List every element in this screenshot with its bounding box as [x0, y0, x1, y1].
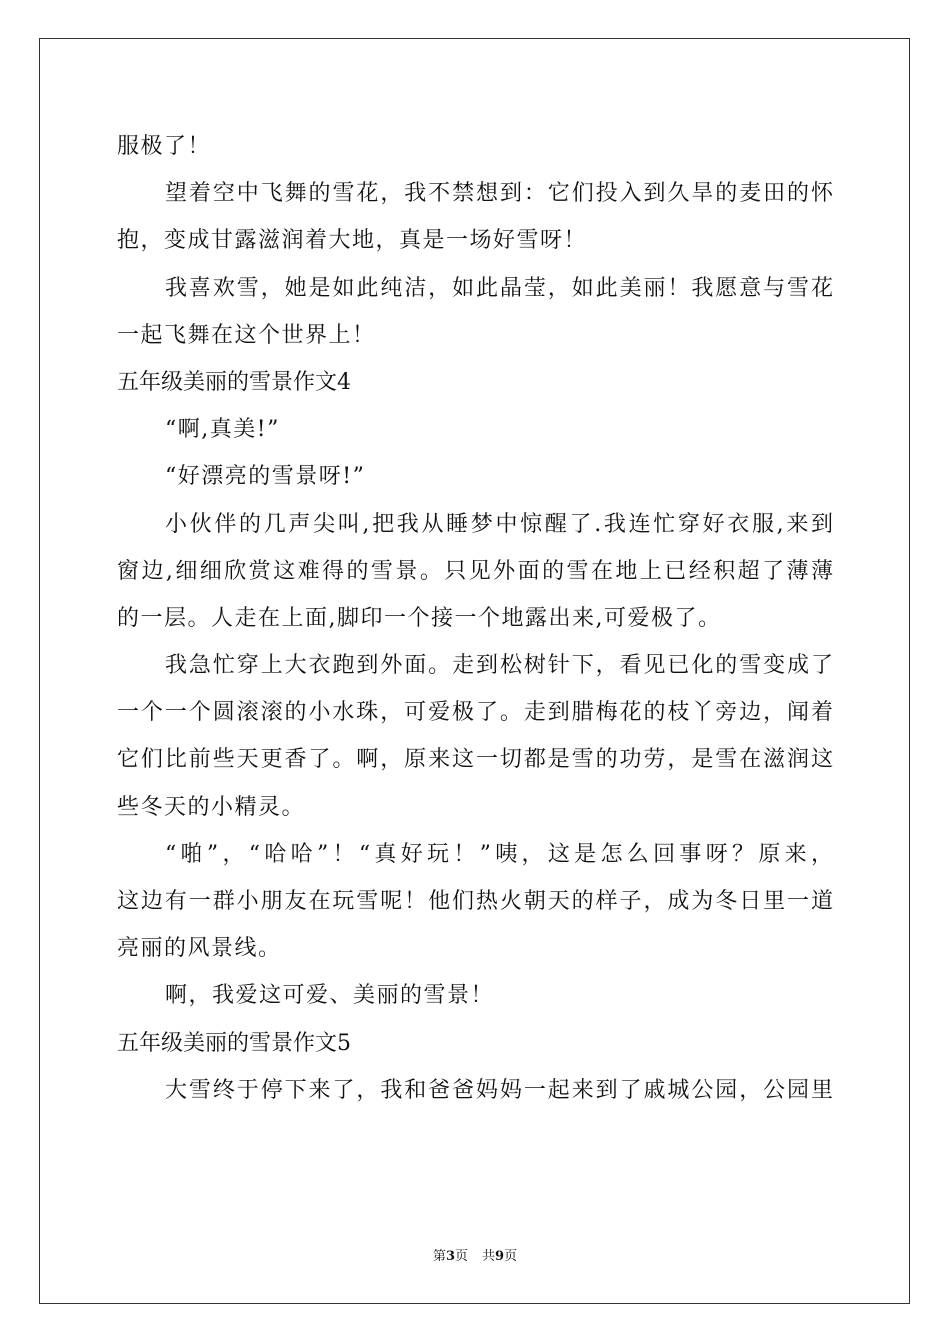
document-body — [117, 123, 833, 1114]
section-heading: 五年级美丽的雪景作文5 — [117, 1030, 351, 1056]
page-footer — [0, 1249, 950, 1265]
paragraph-line: “啊,真美!” — [165, 417, 280, 443]
paragraph-line: 这边有一群小朋友在玩雪呢！他们热火朝天的样子，成为冬日里一道 — [117, 889, 833, 914]
paragraph-line: 望着空中飞舞的雪花，我不禁想到：它们投入到久旱的麦田的怀 — [165, 181, 833, 207]
paragraph-line: 的一层。人走在上面,脚印一个接一个地露出来,可爱极了。 — [117, 605, 722, 631]
section-heading: 五年级美丽的雪景作文4 — [117, 369, 351, 395]
paragraph-line: 它们比前些天更香了。啊，原来这一切都是雪的功劳，是雪在滋润这 — [117, 747, 833, 773]
paragraph-line: “好漂亮的雪景呀!” — [165, 464, 366, 490]
total-pages: 9 — [495, 1249, 505, 1264]
paragraph-line: 窗边,细细欣赏这难得的雪景。只见外面的雪在地上已经积超了薄薄 — [117, 558, 833, 584]
paragraph-line: 服极了！ — [117, 134, 212, 159]
paragraph-line: 啊，我爱这可爱、美丽的雪景！ — [165, 983, 495, 1009]
total-suffix: 页 — [504, 1249, 518, 1264]
total-prefix: 共 — [482, 1249, 496, 1264]
paragraph-line: 我急忙穿上大衣跑到外面。走到松树针下，看见已化的雪变成了 — [165, 653, 833, 679]
paragraph-line: 我喜欢雪，她是如此纯洁，如此晶莹，如此美丽！我愿意与雪花 — [165, 275, 833, 301]
paragraph-line: 亮丽的风景线。 — [117, 936, 282, 962]
paragraph-line: “啪”，“哈哈”！“真好玩！”咦，这是怎么回事呀？原来， — [165, 841, 833, 867]
page-number: 3 — [445, 1249, 455, 1264]
paragraph-line: 抱，变成甘露滋润着大地，真是一场好雪呀！ — [117, 228, 588, 254]
paragraph-line: 小伙伴的几声尖叫,把我从睡梦中惊醒了.我连忙穿好衣服,来到 — [165, 511, 833, 537]
page-suffix: 页 — [454, 1249, 468, 1264]
paragraph-line: 一起飞舞在这个世界上！ — [117, 322, 376, 348]
paragraph-line: 大雪终于停下来了，我和爸爸妈妈一起来到了戚城公园，公园里 — [165, 1077, 833, 1103]
paragraph-line: 些冬天的小精灵。 — [117, 794, 306, 820]
page-prefix: 第 — [432, 1249, 446, 1264]
paragraph-line: 一个一个圆滚滚的小水珠，可爱极了。走到腊梅花的枝丫旁边，闻着 — [117, 700, 833, 726]
